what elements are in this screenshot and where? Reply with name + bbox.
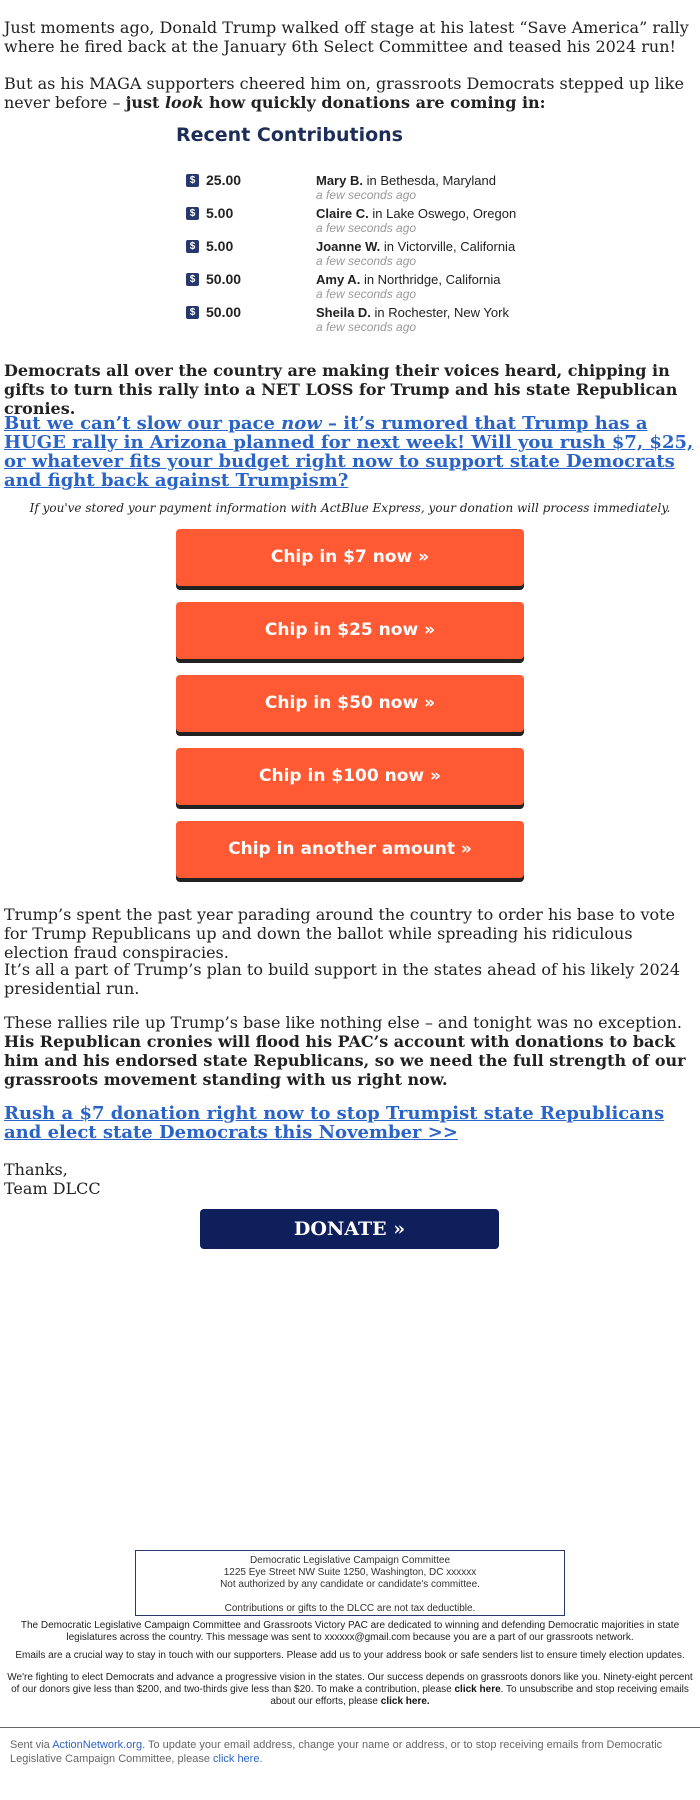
contributor-name: Sheila D. bbox=[316, 305, 371, 320]
contributor-name: Claire C. bbox=[316, 206, 369, 221]
contribution-row bbox=[186, 204, 546, 236]
contribution-time: a few seconds ago bbox=[316, 221, 417, 235]
actionnetwork-link[interactable]: ActionNetwork.org bbox=[52, 1739, 143, 1751]
footer-paragraph-1: The Democratic Legislative Campaign Committee and Grassroots Victory PAC are dedicated to winning and defending Democratic majorities in state legislatures across the country. This message was sent to xxxxxx@gmail.com because you are a part of our grassroots network. bbox=[20, 1620, 680, 1643]
contributor-name: Joanne W. bbox=[316, 239, 381, 254]
contributor-location: in Lake Oswego, Oregon bbox=[372, 206, 517, 221]
contribution-time: a few seconds ago bbox=[316, 320, 417, 334]
contribution-amount: 50.00 bbox=[206, 271, 242, 287]
dollar-icon: $ bbox=[186, 174, 199, 187]
org-name: Democratic Legislative Campaign Committee bbox=[249, 1555, 451, 1566]
contribution-time: a few seconds ago bbox=[316, 287, 417, 301]
contributor-name: Amy A. bbox=[316, 272, 361, 287]
intro-paragraph-2-text: But as his MAGA supporters cheered him on, grassroots Democrats stepped up like never before – bbox=[4, 74, 684, 112]
signoff-text: Team DLCC bbox=[4, 1179, 101, 1198]
footer-divider bbox=[0, 1727, 700, 1728]
authorization-note: Not authorized by any candidate or candidate's committee. bbox=[220, 1579, 480, 1590]
footer-paragraph-2: Emails are a crucial way to stay in touch with our supporters. Please add us to your address book or safe senders list to ensure timely election updates. bbox=[15, 1650, 685, 1661]
recent-contributions-title: Recent Contributions bbox=[176, 124, 403, 146]
org-address: 1225 Eye Street NW Suite 1250, Washington, DC xxxxxx bbox=[223, 1567, 477, 1578]
intro-paragraph-2 bbox=[4, 74, 694, 112]
body-paragraph-3-text: These rallies rile up Trump’s base like nothing else – and tonight was no exception. bbox=[4, 1013, 682, 1032]
body-paragraph-1: Trump’s spent the past year parading around the country to order his base to vote for Trump Republicans up and down the ballot while spreading his ridiculous election fraud conspiracies. bbox=[4, 905, 676, 962]
contribute-link[interactable]: click here bbox=[454, 1684, 501, 1695]
contribution-amount: 25.00 bbox=[206, 172, 242, 188]
contributor-location: in Bethesda, Maryland bbox=[366, 173, 496, 188]
dollar-icon: $ bbox=[186, 273, 199, 286]
contribution-row bbox=[186, 171, 546, 203]
footer-paragraph-3-text-b: . To unsubscribe and stop receiving emails about our efforts, please bbox=[270, 1684, 689, 1707]
sent-via-text-b: . To update your email address, change your name or address, or to stop receiving emails from Democratic Legislative Campaign Committee, please bbox=[10, 1739, 663, 1765]
contribution-row bbox=[186, 303, 546, 335]
contribution-time: a few seconds ago bbox=[316, 254, 417, 268]
intro-paragraph-1: Just moments ago, Donald Trump walked off stage at his latest “Save America” rally where he fired back at the January 6th Select Committee and teased his 2024 run! bbox=[4, 18, 689, 56]
contribution-amount: 50.00 bbox=[206, 304, 242, 320]
contributor-location: in Victorville, California bbox=[383, 239, 516, 254]
rush-donation-link[interactable]: Rush a $7 donation right now to stop Trumpist state Republicans and elect state Democrats this November >> bbox=[4, 1103, 665, 1143]
contribution-time: a few seconds ago bbox=[316, 188, 417, 202]
contribution-row bbox=[186, 237, 546, 269]
donate-button[interactable]: DONATE » bbox=[200, 1209, 499, 1249]
contribution-amount: 5.00 bbox=[206, 205, 234, 221]
intro-paragraph-2-bold-a: just bbox=[125, 93, 165, 112]
sent-via-notice bbox=[10, 1738, 680, 1766]
address-box bbox=[135, 1550, 565, 1616]
unsubscribe-link[interactable]: click here. bbox=[380, 1696, 430, 1707]
chip-in-25-button[interactable]: Chip in $25 now » bbox=[176, 602, 524, 659]
chip-in-7-button[interactable]: Chip in $7 now » bbox=[176, 529, 524, 586]
footer-paragraph-3 bbox=[4, 1672, 696, 1708]
update-preferences-link[interactable]: click here bbox=[213, 1753, 260, 1765]
contributor-location: in Northridge, California bbox=[363, 272, 501, 287]
rush-donation-link-wrap[interactable] bbox=[4, 1104, 694, 1142]
footer-paragraph-3-text-a: We're fighting to elect Democrats and advance a progressive vision in the states. Our success depends on grassroots donors like you. Ninety-eight percent of our donors give less than $200, and two-thirds give less than $20. To make a contribution, please bbox=[7, 1672, 693, 1695]
contribution-row bbox=[186, 270, 546, 302]
cta-link[interactable] bbox=[4, 414, 694, 490]
body-paragraph-3 bbox=[4, 1013, 694, 1089]
contributor-location: in Rochester, New York bbox=[374, 305, 509, 320]
contribution-amount: 5.00 bbox=[206, 238, 234, 254]
tax-note: Contributions or gifts to the DLCC are not tax deductible. bbox=[224, 1603, 476, 1614]
net-loss-paragraph: Democrats all over the country are making their voices heard, chipping in gifts to turn this rally into a NET LOSS for Trump and his state Republican cronies. bbox=[4, 361, 678, 418]
cta-link-part-1[interactable]: But we can’t slow our pace bbox=[4, 413, 282, 434]
sent-via-text-a: Sent via bbox=[10, 1739, 53, 1751]
body-paragraph-2: It’s all a part of Trump’s plan to build support in the states ahead of his likely 2024 presidential run. bbox=[4, 960, 681, 998]
intro-paragraph-2-bold-b: how quickly donations are coming in: bbox=[203, 93, 546, 112]
sent-via-text-c: . bbox=[259, 1753, 263, 1765]
dollar-icon: $ bbox=[186, 306, 199, 319]
dollar-icon: $ bbox=[186, 240, 199, 253]
intro-paragraph-2-look: look bbox=[164, 93, 204, 112]
actblue-express-note: If you've stored your payment information with ActBlue Express, your donation will process immediately. bbox=[29, 501, 671, 515]
thanks-text: Thanks, bbox=[4, 1160, 68, 1179]
cta-link-now[interactable]: now bbox=[281, 413, 322, 434]
cta-link-part-3[interactable]: – it’s rumored that Trump has a HUGE rally in Arizona planned for next week! Will you rush $7, $25, or whatever fits your budget right now to support state Democrats and fight back against Trumpism? bbox=[4, 413, 694, 491]
chip-in-50-button[interactable]: Chip in $50 now » bbox=[176, 675, 524, 732]
dollar-icon: $ bbox=[186, 207, 199, 220]
contributor-name: Mary B. bbox=[316, 173, 363, 188]
body-paragraph-3-bold: His Republican cronies will flood his PAC’s account with donations to back him and his endorsed state Republicans, so we need the full strength of our grassroots movement standing with us right now. bbox=[4, 1032, 686, 1089]
chip-in-100-button[interactable]: Chip in $100 now » bbox=[176, 748, 524, 805]
chip-in-other-amount-button[interactable]: Chip in another amount » bbox=[176, 821, 524, 878]
